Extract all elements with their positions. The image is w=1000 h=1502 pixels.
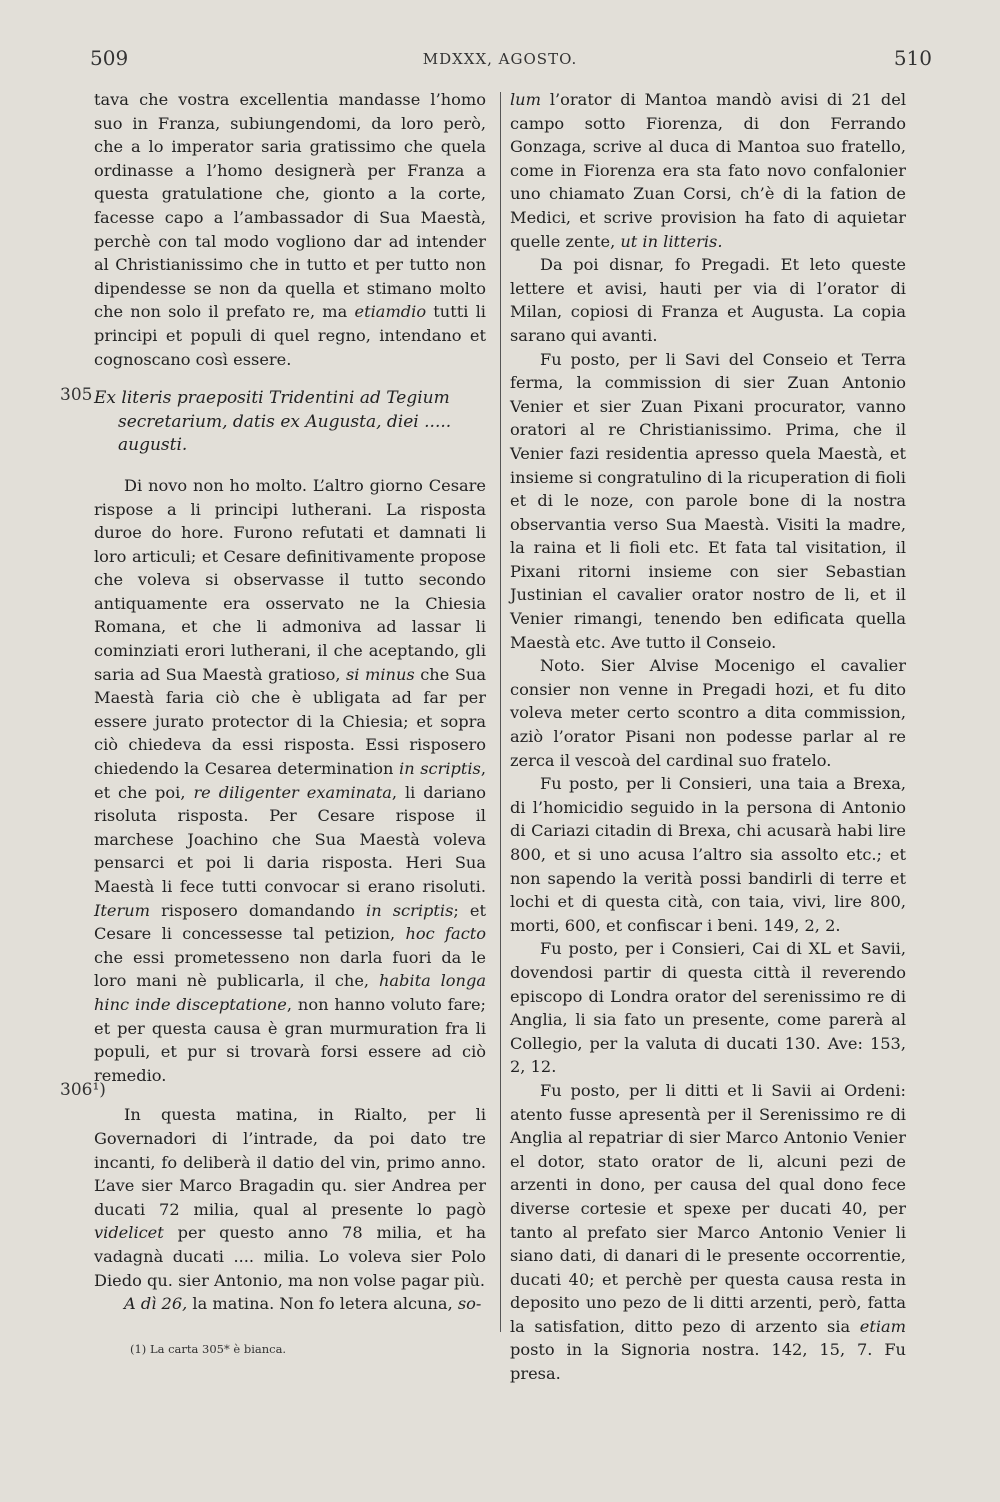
running-title: MDXXX, AGOSTO.: [422, 50, 578, 68]
paragraph: Fu posto, per li Consieri, una taia a Brexa, di l’homicidio seguido in la persona di Antonio di Cariazi citadin di Brexa, chi acusarà habi lire 800, et si uno acusa l’altro sia assolto etc.; et non sapendo la verità possi bandirli di terre et lochi et di questa cità, con taia, vivi, lire 800, morti, 600, et confiscar i beni. 149, 2, 2.: [510, 774, 906, 935]
paragraph: lum l’orator di Mantoa mandò avisi di 21 del campo sotto Fiorenza, di don Ferrando Gonzaga, scrive al duca di Mantoa suo fratello, come in Fiorenza era sta fato novo confalonier uno chiamato Zuan Corsi, ch’è di la fation de Medici, et scrive provision ha fato di aquietar quelle zente, ut in litteris.: [510, 90, 906, 251]
letter-heading: Ex literis praepositi Tridentini ad Tegium secretarium, datis ex Augusta, diei ..... augusti.: [94, 388, 452, 456]
paragraph: Di novo non ho molto. L’altro giorno Cesare rispose a li principi lutherani. La risposta duroe do hore. Furono refutati et damnati li loro articuli; et Cesare definitivamente propose che voleva si observasse il tutto secondo antiquamente era osservato ne la Chiesia Romana, et che li admoniva ad lassar li cominziati erori lutherani, il che aceptando, gli saria ad Sua Maestà gratioso, si minus che Sua Maestà faria ciò che è ubligata ad far per essere jurato protector di la Chiesia; et sopra ciò chiedeva da essi risposta. Essi risposero chiedendo la Cesarea determination in scriptis, et che poi, re diligenter examinata, li dariano risoluta risposta. Per Cesare rispose il marchese Joachino che Sua Maestà voleva pensarci et poi li daria risposta. Heri Sua Maestà li fece tutti convocar si erano risoluti. Iterum risposero domandando in scriptis; et Cesare li concessesse tal petizion, hoc facto che essi prometesseno non darla fuori da le loro mani nè publicarla, il che, habita longa hinc inde disceptatione, non hanno voluto fare; et per questa causa è gran murmuration fra li populi, et pur si trovarà forsi essere ad ciò remedio.: [94, 475, 487, 1085]
footnote: (1) La carta 305* è bianca.: [130, 1341, 287, 1356]
right-column: [510, 88, 906, 1386]
left-column: [94, 88, 486, 1361]
paragraph: Fu posto, per i Consieri, Cai di XL et Savii, dovendosi partir di questa città il reverendo episcopo di Londra orator del serenissimo re di Anglia, li sia fato un presente, come parerà al Collegio, per la valuta di ducati 130. Ave: 153, 2, 12.: [510, 939, 906, 1077]
paragraph: Fu posto, per li Savi del Conseio et Terra ferma, la commission di sier Zuan Antonio Venier et sier Zuan Pixani procurator, vanno oratori al re Christianissimo. Prima, che il Venier fazi residentia apresso quela Maestà, et insieme si congratulino di la ricuperation di fioli et di le noze, con parole bone di la nostra observantia verso Sua Maestà. Visiti la madre, la raina et li fioli etc. Et fata tal visitation, il Pixani ritorni insieme con sier Sebastian Justinian el cavalier orator nostro de li, et il Venier rimangi, tenendo ben edificata quella Maestà etc. Ave tutto il Conseio.: [510, 349, 906, 652]
paragraph: In questa matina, in Rialto, per li Governadori di l’intrade, da poi dato tre incanti, fo deliberà il datio del vin, primo anno. L’ave sier Marco Bragadin qu. sier Andrea per ducati 72 milia, qual al presente lo pagò videlicet per questo anno 78 milia, et ha vadagnà ducati .... milia. Lo voleva sier Polo Diedo qu. sier Antonio, ma non volse pagar più.: [94, 1105, 486, 1290]
left-page-number: 509: [90, 46, 129, 70]
margin-number-306: 306¹): [60, 1080, 106, 1100]
paragraph: A dì 26, la matina. Non fo letera alcuna, so-: [124, 1294, 482, 1314]
paragraph: Da poi disnar, fo Pregadi. Et leto queste lettere et avisi, hauti per via di l’orator di Milan, copiosi di Franza et Augusta. La copia sarano qui avanti.: [510, 255, 906, 345]
paragraph: Noto. Sier Alvise Mocenigo el cavalier consier non venne in Pregadi hozi, et fu dito voleva meter certo scontro a dita commission, aziò l’orator Pisani non podesse parlar al re zerca il vescoà del cardinal suo fratelo.: [510, 656, 906, 770]
paragraph: Fu posto, per li ditti et li Savii ai Ordeni: atento fusse apresentà per il Serenissimo re di Anglia al repatriar di sier Marco Antonio Venier el dotor, stato orator de li, alcuni pezi de arzenti in dono, per causa del qual dono fece diverse cortesie et spexe per ducati 40, per tanto al prefato sier Marco Antonio Venier li siano dati, di danari di le presente occorrentie, ducati 40; et perchè per questa causa resta in deposito uno pezo de li ditti arzenti, però, fatta la satisfation, ditto pezo di arzento sia etiam posto in la Signoria nostra. 142, 15, 7. Fu presa.: [510, 1080, 906, 1384]
paragraph: tava che vostra excellentia mandasse l’homo suo in Franza, subiungendomi, da loro però, che a lo imperator saria gratissimo che quela ordinasse a l’homo designerà per Franza a questa gratulatione che, gionto a la corte, facesse capo a l’ambassador di Sua Maestà, perchè con tal modo vogliono dar ad intender al Christianissimo che in tutto et per tutto non dipendesse se non da quella et stimano molto che non solo il prefato re, ma etiamdio tutti li principi et populi di quel regno, intendano et cognoscano così essere.: [94, 90, 486, 369]
margin-number-305: 305: [60, 385, 93, 405]
right-page-number: 510: [893, 46, 932, 70]
column-divider: [500, 92, 501, 1332]
